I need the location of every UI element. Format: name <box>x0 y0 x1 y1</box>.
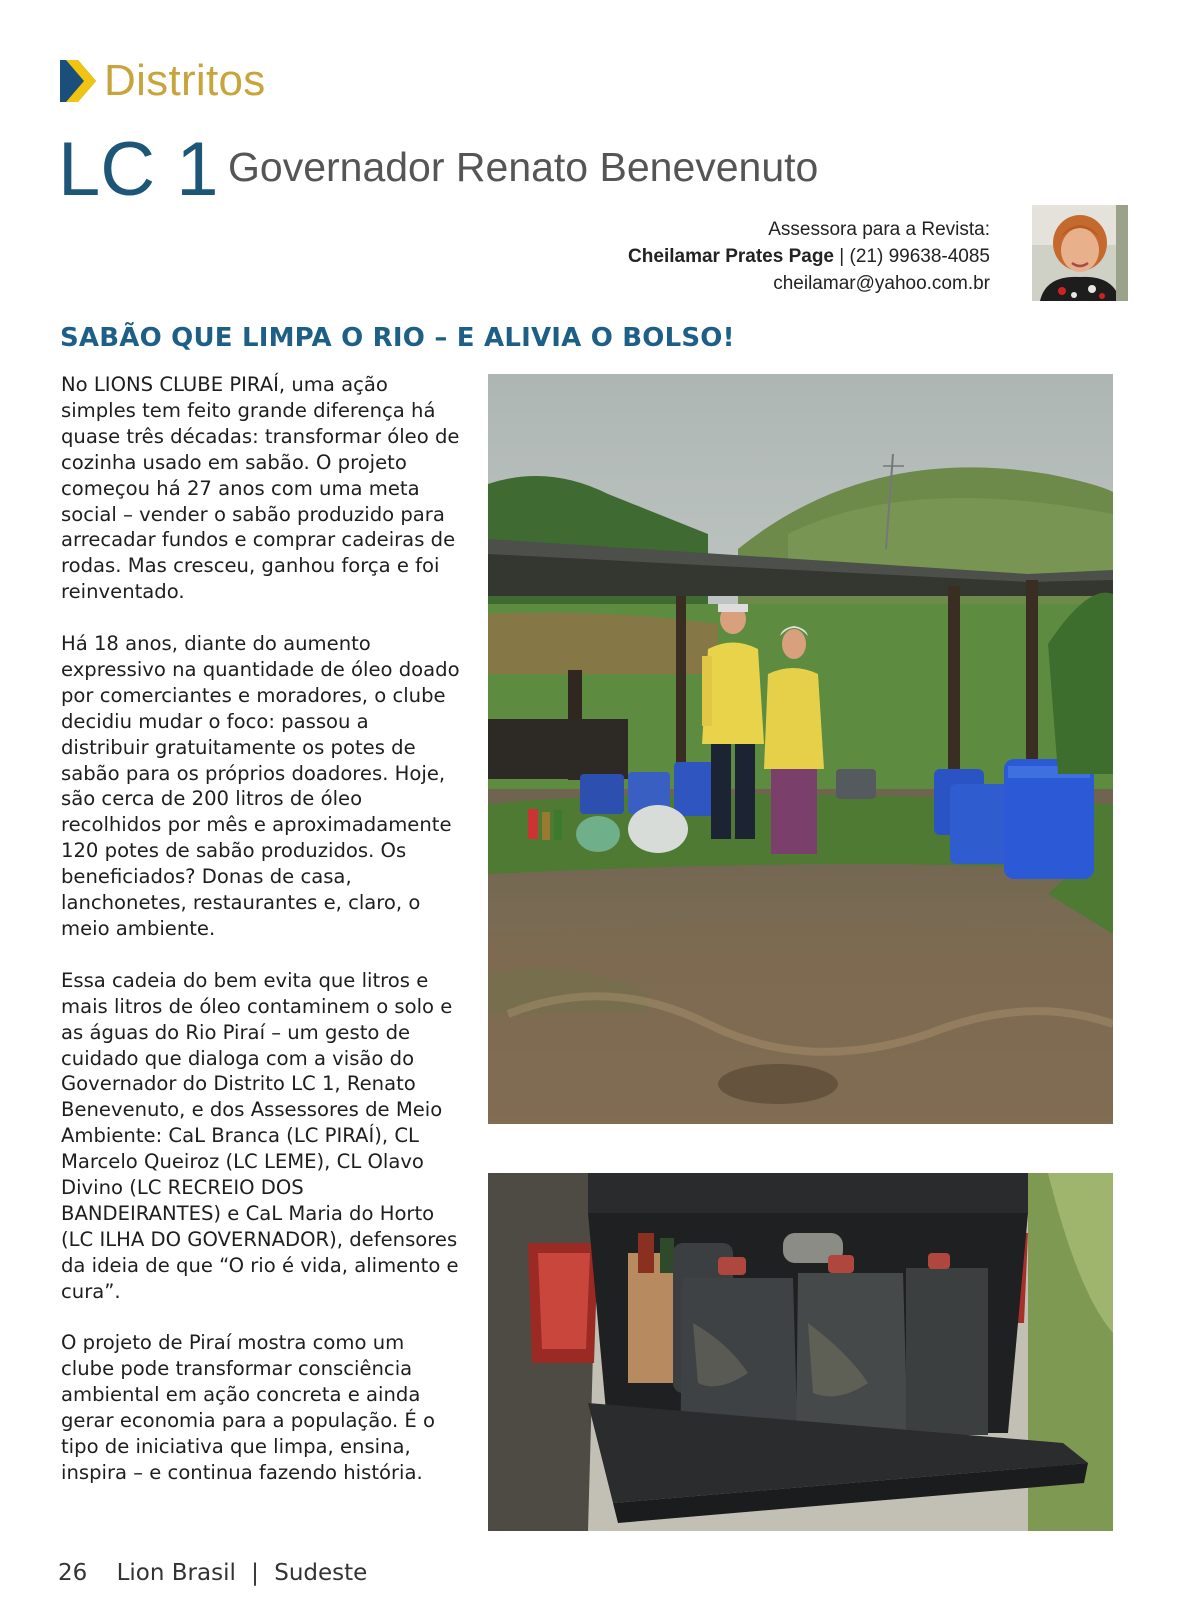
article-body <box>61 372 461 1512</box>
article-paragraph: No LIONS CLUBE PIRAÍ, uma ação simples tem feito grande diferença há quase três décadas: transformar óleo de cozinha usado em sabão. O projeto começou há 27 anos com uma meta social – vender o sabão produzido para arrecadar fundos e comprar cadeiras de rodas. Mas cresceu, ganhou força e foi reinventado. <box>61 373 460 604</box>
section-tag <box>58 56 266 106</box>
contact-name-line <box>628 243 990 270</box>
contact-role: Assessora para a Revista: <box>768 219 990 240</box>
article-paragraph: O projeto de Piraí mostra como um clube pode transformar consciência ambiental em ação concreta e ainda gerar economia para a população. É o tipo de iniciativa que limpa, ensina, inspira – e continua fazendo história. <box>61 1331 436 1485</box>
photo-oil-containers <box>488 1173 1113 1531</box>
chevron-icon <box>58 58 98 104</box>
contact-phone: | (21) 99638-4085 <box>839 246 990 267</box>
section-label: Distritos <box>104 56 266 105</box>
page-number: 26 <box>58 1560 88 1586</box>
district-code: LC 1 <box>58 127 219 212</box>
page-footer <box>58 1558 367 1588</box>
article-paragraph: Há 18 anos, diante do aumento expressivo na quantidade de óleo doado por comerciantes e moradores, o clube decidiu mudar o foco: passou a distribuir gratuitamente os potes de sabão para os próprios doadores. Hoje, são cerca de 200 litros de óleo recolhidos por mês e aproximadamente 120 potes de sabão produzidos. Os beneficiados? Donas de casa, lanchonetes, restaurantes e, claro, o meio ambiente. <box>61 632 460 941</box>
article-headline: SABÃO QUE LIMPA O RIO – E ALIVIA O BOLSO! <box>60 323 735 353</box>
region-name: Sudeste <box>274 1560 368 1586</box>
contact-name: Cheilamar Prates Page <box>628 246 834 267</box>
avatar <box>1032 205 1128 301</box>
footer-separator: | <box>251 1560 259 1586</box>
magazine-name: Lion Brasil <box>116 1560 236 1586</box>
photo-lions-members <box>488 374 1113 1124</box>
governor-title: Governador Renato Benevenuto <box>228 144 819 190</box>
contact-email[interactable]: cheilamar@yahoo.com.br <box>773 273 990 294</box>
article-paragraph: Essa cadeia do bem evita que litros e mais litros de óleo contaminem o solo e as águas do Rio Piraí – um gesto de cuidado que dialoga com a visão do Governador do Distrito LC 1, Renato Benevenuto, e dos Assessores de Meio Ambiente: CaL Branca (LC PIRAÍ), CL Marcelo Queiroz (LC LEME), CL Olavo Divino (LC RECREIO DOS BANDEIRANTES) e CaL Maria do Horto (LC ILHA DO GOVERNADOR), defensores da ideia de que “O rio é vida, alimento e cura”. <box>61 968 459 1303</box>
contact-block <box>628 216 990 297</box>
